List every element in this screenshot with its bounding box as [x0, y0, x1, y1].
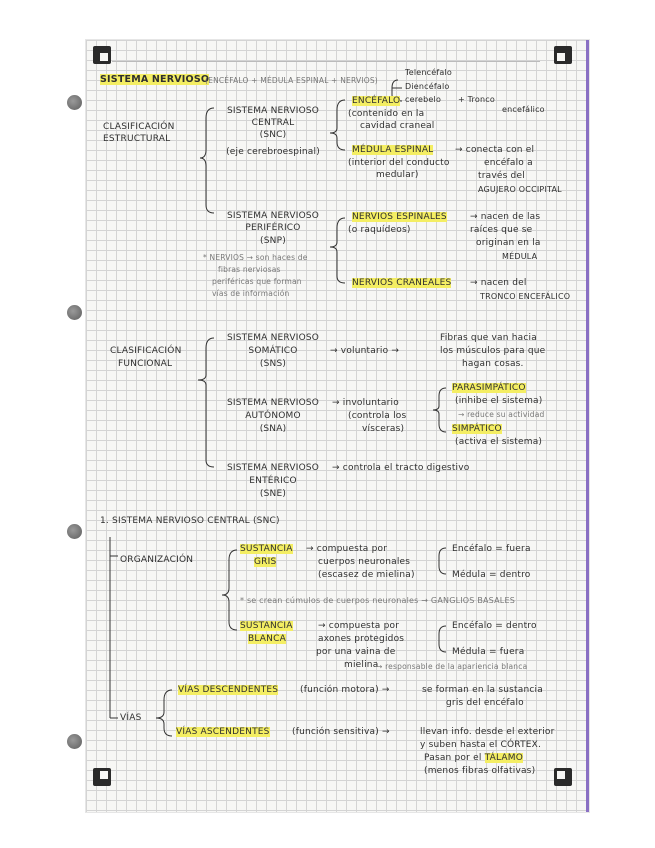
sns-right-2: los músculos para que: [440, 346, 546, 356]
sne-line-3: (SNE): [259, 489, 287, 499]
structural-label-1: CLASIFICACIÓN: [103, 122, 175, 132]
sustancia-blanca-line-1: [240, 621, 293, 632]
vias-descendentes-desc: (función motora) →: [300, 685, 390, 695]
encefalo-name: [352, 96, 400, 107]
blanca-right-2: Médula = fuera: [452, 647, 525, 657]
nervios-craneales-highlight: NERVIOS CRANEALES: [352, 278, 452, 288]
vias-ascendentes-desc: (función sensitiva) →: [292, 727, 390, 737]
talamo-highlight: TÁLAMO: [484, 753, 523, 763]
diencefalo-label: Diencéfalo: [405, 82, 450, 91]
vias-ascendentes-right-1: llevan info. desde el exterior: [420, 727, 555, 737]
medula-right-4: AGUJERO OCCIPITAL: [478, 185, 562, 194]
encefalico-label: encefálico: [502, 105, 545, 114]
functional-label-1: CLASIFICACIÓN: [110, 346, 182, 356]
title-note: (ENCÉFALO + MÉDULA ESPINAL + NERVIOS): [205, 76, 378, 85]
sna-line-3: (SNA): [259, 424, 287, 434]
nervios-craneales-right-2: TRONCO ENCEFÁLICO: [480, 292, 571, 301]
medula-name: [352, 145, 433, 156]
blanca-desc-3: por una vaina de: [316, 647, 396, 657]
encefalo-desc-1: (contenido en la: [348, 109, 425, 119]
encefalo-highlight: ENCÉFALO: [352, 96, 401, 106]
nervios-craneales-right-1: → nacen del: [470, 278, 527, 288]
sustancia-gris-highlight-1: SUSTANCIA: [240, 544, 293, 554]
page-title: [100, 74, 209, 85]
blanca-desc-2: axones protegidos: [318, 634, 405, 644]
sne-right: → controla el tracto digestivo: [332, 463, 470, 473]
sustancia-blanca-highlight-1: SUSTANCIA: [240, 621, 293, 631]
vias-ascendentes-right-2: y suben hasta el CÓRTEX.: [420, 740, 542, 750]
note-line-3: periféricas que forman: [212, 277, 302, 286]
sns-line-3: (SNS): [259, 359, 287, 369]
section1-title: 1. SISTEMA NERVIOSO CENTRAL (SNC): [100, 516, 280, 526]
ganglios-note: * se crean cúmulos de cuerpos neuronales → GANGLIOS BASALES: [240, 596, 515, 605]
sna-desc-1: → involuntario: [332, 398, 399, 408]
medula-highlight: MÉDULA ESPINAL: [352, 145, 434, 155]
nervios-espinales-right-1: → nacen de las: [470, 212, 541, 222]
gris-right-1: Encéfalo = fuera: [452, 544, 531, 554]
nervios-espinales-sub: (o raquídeos): [348, 225, 411, 235]
nervios-espinales-right-4: MÉDULA: [502, 252, 538, 261]
sna-desc-3: vísceras): [362, 424, 405, 434]
sns-line-1: SISTEMA NERVIOSO: [226, 333, 320, 343]
parasimpatico-name: [452, 383, 526, 394]
vias-descendentes-highlight: VÍAS DESCENDENTES: [178, 685, 279, 695]
parasimpatico-highlight: PARASIMPÁTICO: [452, 383, 526, 393]
vias-descendentes-name: [178, 685, 278, 696]
nervios-craneales-name: [352, 278, 451, 289]
sne-line-1: SISTEMA NERVIOSO: [226, 463, 320, 473]
organizacion-label: ORGANIZACIÓN: [120, 555, 194, 565]
cerebelo-label: cerebelo: [405, 95, 442, 104]
medula-right-2: encéfalo a: [484, 158, 533, 168]
sns-line-2: SOMÁTICO: [248, 346, 298, 356]
vias-ascendentes-name: [176, 727, 270, 738]
gris-desc-2: cuerpos neuronales: [318, 557, 411, 567]
vias-ascendentes-right-3: [424, 753, 523, 764]
title-highlight: SISTEMA NERVIOSO: [100, 74, 210, 85]
sna-line-1: SISTEMA NERVIOSO: [226, 398, 320, 408]
gris-right-2: Médula = dentro: [452, 570, 531, 580]
telencefalo-label: Telencéfalo: [405, 68, 453, 77]
vias-ascendentes-highlight: VÍAS ASCENDENTES: [176, 727, 270, 737]
snc-line-1: SISTEMA NERVIOSO: [226, 106, 320, 116]
nervios-espinales-highlight: NERVIOS ESPINALES: [352, 212, 447, 222]
medula-right-3: través del: [478, 171, 525, 181]
sna-desc-2: (controla los: [348, 411, 407, 421]
sna-line-2: AUTÓNOMO: [245, 411, 301, 421]
sustancia-blanca-line-2: [248, 634, 286, 645]
sns-arrow: → voluntario →: [330, 346, 400, 356]
nervios-espinales-name: [352, 212, 447, 223]
sustancia-blanca-highlight-2: BLANCA: [248, 634, 286, 644]
sns-right-3: hagan cosas.: [462, 359, 524, 369]
nervios-espinales-right-3: originan en la: [476, 238, 541, 248]
pasan-por-text: Pasan por el: [424, 753, 482, 763]
vias-label: VÍAS: [120, 713, 142, 723]
vias-descendentes-right-1: se forman en la sustancia: [422, 685, 543, 695]
sustancia-gris-line-2: [254, 557, 276, 568]
gris-desc-1: → compuesta por: [306, 544, 388, 554]
sustancia-gris-highlight-2: GRIS: [254, 557, 277, 567]
medula-desc-2: medular): [376, 170, 419, 180]
gris-desc-3: (escasez de mielina): [318, 570, 415, 580]
sns-right-1: Fibras que van hacia: [440, 333, 537, 343]
snp-line-1: SISTEMA NERVIOSO: [226, 211, 320, 221]
vias-descendentes-right-2: gris del encéfalo: [446, 698, 524, 708]
sne-line-2: ENTÉRICO: [249, 476, 297, 486]
nervios-espinales-right-2: raíces que se: [470, 225, 533, 235]
simpatico-highlight: SIMPÁTICO: [452, 424, 502, 434]
structural-label-2: ESTRUCTURAL: [103, 134, 171, 144]
sustancia-gris-line-1: [240, 544, 293, 555]
encefalo-desc-2: cavidad craneal: [360, 121, 435, 131]
snc-line-2: CENTRAL: [251, 118, 295, 128]
snc-line-4: (eje cerebroespinal): [226, 147, 320, 157]
blanca-desc-4: mielina: [344, 660, 379, 670]
note-line-4: vías de información: [212, 289, 290, 298]
note-line-2: fibras nerviosas: [218, 265, 281, 274]
blanca-desc-1: → compuesta por: [318, 621, 400, 631]
medula-desc-1: (interior del conducto: [348, 158, 450, 168]
functional-label-2: FUNCIONAL: [118, 359, 173, 369]
simpatico-name: [452, 424, 502, 435]
tronco-label: + Tronco: [458, 95, 495, 104]
snp-line-3: (SNP): [260, 236, 286, 246]
snp-line-2: PERIFÉRICO: [245, 223, 301, 233]
note-line-1: * NERVIOS → son haces de: [203, 253, 308, 262]
parasimpatico-desc: (inhibe el sistema): [455, 396, 543, 406]
blanca-desc-5: → responsable de la apariencia blanca: [376, 662, 528, 671]
medula-right-1: → conecta con el: [455, 145, 535, 155]
vias-ascendentes-right-4: (menos fibras olfativas): [424, 766, 536, 776]
snc-line-3: (SNC): [259, 130, 287, 140]
parasimpatico-note: → reduce su actividad: [458, 410, 545, 419]
blanca-right-1: Encéfalo = dentro: [452, 621, 537, 631]
simpatico-desc: (activa el sistema): [455, 437, 543, 447]
